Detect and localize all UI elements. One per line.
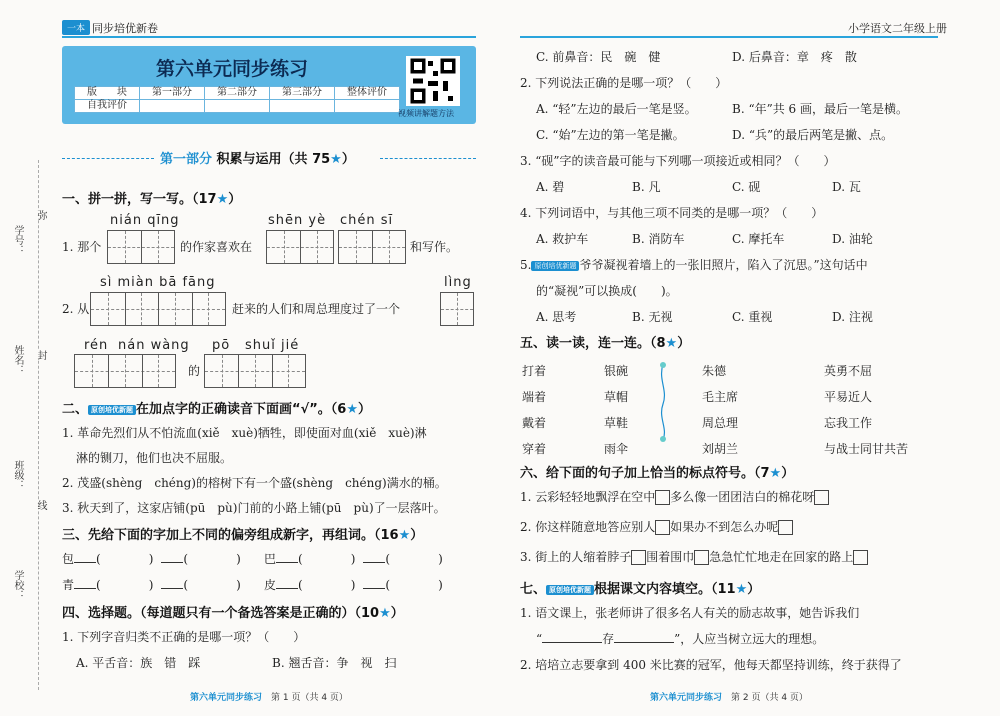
option-d[interactable]: D. 油轮 [832,232,873,246]
q6-title-text: 六、给下面的句子加上恰当的标点符号。（7 [520,466,770,481]
option-b[interactable]: B. 翘舌音：争 视 扫 [272,656,397,670]
punct-box[interactable] [631,550,646,565]
writing-grid[interactable] [204,354,306,388]
header-rule [520,36,938,38]
brand-mark: 一本 [62,20,90,35]
pinyin: nán wàng [118,338,190,353]
table-cell: 自我评价 [75,100,140,113]
writing-grid[interactable] [107,230,175,264]
q2-title-text: 在加点字的正确读音下面画“√”。（6 [136,402,347,417]
sentence-text: 赶来的人们和周总理度过了一个 [232,302,401,316]
pinyin: shēn yè [268,213,327,228]
option-c[interactable]: C. “始”左边的第一笔是撇。 [536,128,685,142]
table-cell: 第三部分 [270,87,335,100]
list-item[interactable]: 与战士同甘共苦 [824,442,909,456]
table-cell: 第一部分 [140,87,205,100]
punct-box[interactable] [655,490,670,505]
divider [380,158,476,159]
question-text: 3. “砚”字的读音最可能与下列哪一项接近或相同？（ ） [520,154,836,168]
pinyin: lìng [444,275,472,290]
star-icon: ★ [346,402,358,417]
pinyin: chén sī [340,213,394,228]
q7-text: ”，人应当树立远大的理想。 [674,632,825,646]
q2-line: 2. 茂盛(shèng chéng)的榕树下有一个盛(shèng chéng)满水的桶。 [62,476,447,490]
option-a[interactable]: A. 平舌音：族 错 踩 [76,656,201,670]
q3-row [62,576,241,593]
punct-box[interactable] [694,550,709,565]
option-d[interactable]: D. “兵”的最后两笔是撇、点。 [732,128,894,142]
list-item[interactable]: 草帽 [604,390,629,404]
q2-title-num: 二、 [62,402,89,417]
table-cell[interactable] [205,100,270,113]
punct-box[interactable] [814,490,829,505]
list-item[interactable]: 雨伞 [604,442,629,456]
list-item[interactable]: 银碗 [604,364,629,378]
question-text [520,256,868,273]
sentence-text: 的 [188,364,201,378]
list-item[interactable]: 端着 [522,390,547,404]
q6-text: 1. 云彩轻轻地飘浮在空中 [520,490,656,504]
name-label: 姓名： [12,345,23,375]
q7-line [536,630,824,647]
part-label: 第一部分 [160,152,213,167]
flower-vine-icon [656,360,670,444]
answer-paren[interactable]: ( ) [183,552,241,566]
pinyin: sì miàn bā fāng [100,275,216,290]
option-d[interactable]: D. 后鼻音：章 疼 散 [732,50,857,64]
option-c[interactable]: C. 摩托车 [732,232,785,246]
q6-text: 急急忙忙地走在回家的路上 [709,550,854,564]
answer-paren[interactable]: ( ) [385,552,443,566]
pinyin: pō [212,338,231,353]
option-a[interactable]: A. 救护车 [536,232,589,246]
star-icon: ★ [735,582,748,597]
option-a[interactable]: A. “轻”左边的最后一笔是竖。 [536,102,697,116]
unit-title: 第六单元同步练习 [155,58,308,80]
seal-mark: 线 [35,500,46,510]
table-cell[interactable] [140,100,205,113]
class-label: 班级： [12,460,23,490]
list-item[interactable]: 穿着 [522,442,547,456]
q3-row [264,550,443,567]
q3-row [62,550,241,567]
q2-line: 3. 秋天到了，这家店铺(pū pù)门前的小路上铺(pū pù)了一层落叶。 [62,501,446,515]
answer-paren[interactable]: ( ) [96,578,154,592]
divider [62,158,154,159]
q1-title-text: 一、拼一拼，写一写。（17 [62,192,217,207]
match-col-4 [824,358,908,462]
seal-line [38,160,39,690]
student-id-label: 学号： [12,225,23,255]
writing-grid[interactable] [440,292,474,326]
q6-text: 围着围巾 [646,550,695,564]
star-icon: ★ [398,528,411,543]
q3-row [264,576,443,593]
base-char: 包 [62,552,75,566]
option-b[interactable]: B. 无视 [632,310,673,324]
answer-paren[interactable]: ( ) [385,578,443,592]
list-item[interactable]: 草鞋 [604,416,629,430]
table-cell: 整体评价 [335,87,400,100]
footer-page: 第 2 页（共 4 页） [731,693,808,703]
answer-paren[interactable]: ( ) [183,578,241,592]
q6-text: 3. 街上的人缩着脖子 [520,550,632,564]
seal-mark: 弥 [35,210,46,220]
star-icon: ★ [379,606,391,621]
sentence-text: 2. 从 [62,302,90,316]
qr-caption: 视频讲解题方法 [398,109,454,118]
part-name: 积累与运用（共 75 [216,152,331,167]
q4-title-text: 四、选择题。（每道题只有一个备选答案是正确的）（10 [62,606,380,621]
q3-title-text: 三、先给下面的字加上不同的偏旁组成新字，再组词。（16 [62,528,399,543]
q5-text: 爷爷凝视着墙上的一张旧照片，陷入了沉思。”这句话中 [579,258,868,272]
sentence-text: 和写作。 [410,240,459,254]
question-text: 1. 下列字音归类不正确的是哪一项？（ ） [62,630,306,644]
punct-box[interactable] [655,520,670,535]
fill-blank[interactable] [614,642,674,643]
footer-page: 第 1 页（共 4 页） [271,693,348,703]
pinyin: nián qīng [110,213,180,228]
star-icon: ★ [216,192,229,207]
pinyin: shuǐ jié [245,338,300,353]
table-cell[interactable] [270,100,335,113]
base-char: 皮 [264,578,277,592]
star-icon: ★ [330,152,342,167]
new-question-tag: 原创培优新题 [88,405,136,415]
q1-title: 一、拼一拼，写一写。（17★） [62,192,242,207]
q7-title-text: 根据课文内容填空。（11 [594,582,736,597]
header-rule [62,36,476,38]
list-item[interactable]: 平易近人 [824,390,873,404]
option-a[interactable]: A. 碧 [536,180,565,194]
list-item[interactable]: 戴着 [522,416,547,430]
list-item[interactable]: 打着 [522,364,547,378]
match-col-3 [702,358,738,462]
q6-line [520,548,868,565]
writing-grid[interactable] [338,230,406,264]
list-item[interactable]: 朱德 [702,364,727,378]
option-b[interactable]: B. 消防车 [632,232,685,246]
footer-unit: 第六单元同步练习 [190,693,263,703]
q2-line: 淋的铡刀，他们也决不屈服。 [76,451,233,465]
base-char: 巴 [264,552,277,566]
option-a[interactable]: A. 思考 [536,310,577,324]
list-item[interactable]: 忘我工作 [824,416,873,430]
base-char: 青 [62,578,75,592]
list-item[interactable]: 英勇不屈 [824,364,873,378]
part-one-heading [160,148,355,167]
right-page [500,0,1000,716]
grade-label: 小学语文二年级上册 [848,22,947,35]
list-item[interactable]: 周总理 [702,416,739,430]
star-icon: ★ [769,466,782,481]
sentence-text: 的作家喜欢在 [180,240,253,254]
q2-line: 1. 革命先烈们从不怕流血(xiě xuè)牺牲，即使面对血(xiě xuè)淋 [62,426,427,440]
seal-mark: 封 [35,350,46,360]
footer-unit: 第六单元同步练习 [650,693,723,703]
q6-line [520,518,793,535]
table-cell: 版 块 [75,87,140,100]
fill-blank[interactable] [542,642,602,643]
option-b[interactable]: B. “年”共 6 画，最后一笔是横。 [732,102,908,116]
new-question-tag: 原创培优新题 [546,585,594,595]
q3-title: 三、先给下面的字加上不同的偏旁组成新字，再组词。（16★） [62,528,424,543]
q6-text: 多么像一团团洁白的棉花呀 [670,490,815,504]
option-c[interactable]: C. 砚 [732,180,761,194]
page-footer [190,690,348,703]
writing-grid[interactable] [74,354,176,388]
q6-title: 六、给下面的句子加上恰当的标点符号。（7★） [520,466,795,481]
quote-open: “ [536,632,543,646]
answer-paren[interactable]: ( ) [298,578,356,592]
q7-number: 七、 [520,582,547,597]
qr-code-icon[interactable] [406,56,460,106]
answer-paren[interactable]: ( ) [96,552,154,566]
sentence-text: 1. 那个 [62,240,102,254]
star-icon: ★ [665,336,678,351]
option-b[interactable]: B. 凡 [632,180,661,194]
option-d[interactable]: D. 注视 [832,310,873,324]
q5-matching-title: 五、读一读，连一连。（8★） [520,336,691,351]
q7-line: 2. 培培立志要拿到 400 米比赛的冠军，他每天都坚持训练，终于获得了 [520,658,902,672]
q7-text: 存 [602,632,615,646]
option-c[interactable]: C. 重视 [732,310,773,324]
list-item[interactable]: 毛主席 [702,390,739,404]
question-text: 2. 下列说法正确的是哪一项？（ ） [520,76,728,90]
part-close: ） [341,152,355,167]
q4-title: 四、选择题。（每道题只有一个备选答案是正确的）（10★） [62,606,404,621]
option-d[interactable]: D. 瓦 [832,180,861,194]
match-col-2 [604,358,628,462]
q6-text: 如果办不到怎么办呢 [670,520,779,534]
writing-grid[interactable] [90,292,226,326]
pinyin: rén [84,338,109,353]
punct-box[interactable] [853,550,868,565]
question-text: 4. 下列词语中，与其他三项不同类的是哪一项？（ ） [520,206,824,220]
q5-title-text: 五、读一读，连一连。（8 [520,336,666,351]
page-footer [650,690,808,703]
new-question-tag: 原创培优新题 [531,261,579,271]
q5-number: 5. [520,258,532,272]
writing-grid[interactable] [266,230,334,264]
school-label: 学校： [12,570,23,600]
match-col-1 [522,358,546,462]
q6-line [520,488,829,505]
q6-text: 2. 你这样随意地答应别人 [520,520,656,534]
option-c[interactable]: C. 前鼻音：民 碗 健 [536,50,661,64]
q7-title: 七、 原创培优新题 根据课文内容填空。（11★） [520,582,761,597]
q7-line: 1. 语文课上，张老师讲了很多名人有关的励志故事，她告诉我们 [520,606,860,620]
self-eval-table [74,86,400,113]
q2-title: 二、 原创培优新题 在加点字的正确读音下面画“√”。（6★） [62,402,371,417]
brand-name: 同步培优新卷 [92,22,158,35]
answer-paren[interactable]: ( ) [298,552,356,566]
list-item[interactable]: 刘胡兰 [702,442,739,456]
question-text: 的“凝视”可以换成( )。 [536,284,678,298]
table-cell[interactable] [335,100,400,113]
table-cell: 第二部分 [205,87,270,100]
punct-box[interactable] [778,520,793,535]
